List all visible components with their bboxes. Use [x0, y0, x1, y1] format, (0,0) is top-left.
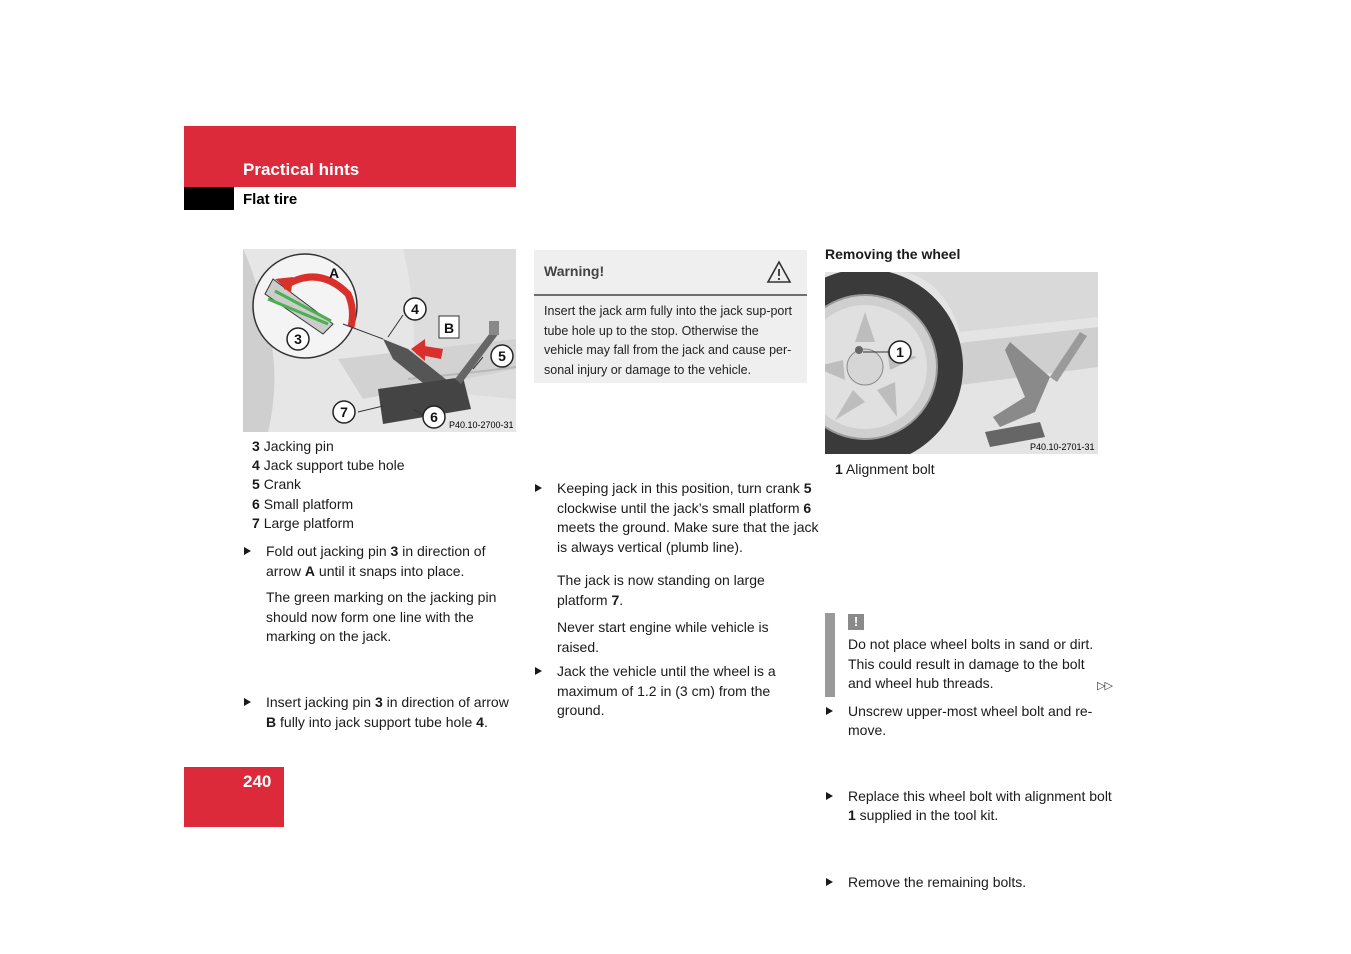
subsection-title: Flat tire [243, 191, 298, 208]
bullet-arrow-icon [826, 878, 833, 886]
note-never-start-engine: Never start engine while vehicle is raised. [557, 619, 769, 655]
warning-text: Insert the jack arm fully into the jack sup-port tube hole up to the stop. Otherwise the vehicle may fall from the jack and cause per-sonal injury or damage to the vehicle. [544, 304, 793, 377]
step-fold-out-pin: Fold out jacking pin 3 in direction of arrow A until it snaps into place. [244, 542, 516, 581]
bullet-arrow-icon [535, 484, 542, 492]
heading-removing-wheel: Removing the wheel [825, 246, 961, 262]
legend-item: 5 Crank [252, 476, 302, 493]
step-insert-pin: Insert jacking pin 3 in direction of arrow B fully into jack support tube hole 4. [244, 693, 516, 732]
note-wheel-bolts: Do not place wheel bolts in sand or dirt. This could result in damage to the bolt and wheel hub threads. [848, 636, 1094, 691]
bullet-arrow-icon [826, 707, 833, 715]
header-marker [184, 187, 234, 210]
step-replace-bolt: Replace this wheel bolt with alignment bolt 1 supplied in the tool kit. [826, 787, 1120, 826]
note-bar [825, 613, 835, 697]
step-jack-vehicle: Jack the vehicle until the wheel is a maximum of 1.2 in (3 cm) from the ground. [535, 662, 812, 721]
note-large-platform: The jack is now standing on large platform 7. [557, 572, 765, 608]
warning-triangle-icon [766, 260, 792, 284]
callout-3: 3 [294, 331, 302, 347]
figure-code-2: P40.10-2701-31 [1030, 442, 1095, 452]
page-number: 240 [243, 772, 272, 791]
legend-item: 4 Jack support tube hole [252, 457, 405, 474]
note-green-marking: The green marking on the jacking pin should now form one line with the marking on the jack. [266, 589, 497, 644]
bullet-arrow-icon [826, 792, 833, 800]
step-unscrew-bolt: Unscrew upper-most wheel bolt and re-move. [826, 702, 1120, 741]
warning-box [534, 250, 807, 383]
callout-4: 4 [411, 301, 419, 317]
wheel-figure [825, 272, 1098, 454]
callout-6: 6 [430, 409, 438, 425]
legend-item: 7 Large platform [252, 514, 354, 531]
warning-title: Warning! [544, 263, 605, 279]
bullet-arrow-icon [535, 667, 542, 675]
jack-figure [243, 249, 516, 432]
step-turn-crank: Keeping jack in this position, turn crank 5 clockwise until the jack’s small platform 6 meets the ground. Make sure that the jack is always vertical (plumb line). [535, 479, 829, 557]
callout-7: 7 [340, 404, 348, 420]
figure-code-1: P40.10-2700-31 [449, 420, 514, 430]
section-title: Practical hints [243, 160, 360, 179]
callout-1: 1 [896, 344, 904, 360]
legend-item: 6 Small platform [252, 495, 354, 512]
jack-illustration [243, 249, 516, 432]
legend-1 [252, 437, 516, 533]
step-remove-bolts: Remove the remaining bolts. [826, 873, 1120, 893]
note-icon: ! [848, 614, 864, 630]
callout-5: 5 [498, 348, 506, 364]
warning-header [534, 250, 807, 296]
legend-item: 3 Jacking pin [252, 438, 334, 454]
wheel-illustration [825, 272, 1098, 454]
callout-b: B [443, 320, 455, 336]
callout-a: A [328, 265, 340, 281]
bullet-arrow-icon [244, 698, 251, 706]
continue-icon: ▷▷ [1097, 680, 1112, 692]
bullet-arrow-icon [244, 547, 251, 555]
legend-alignment-bolt: 1 Alignment bolt [835, 461, 935, 477]
